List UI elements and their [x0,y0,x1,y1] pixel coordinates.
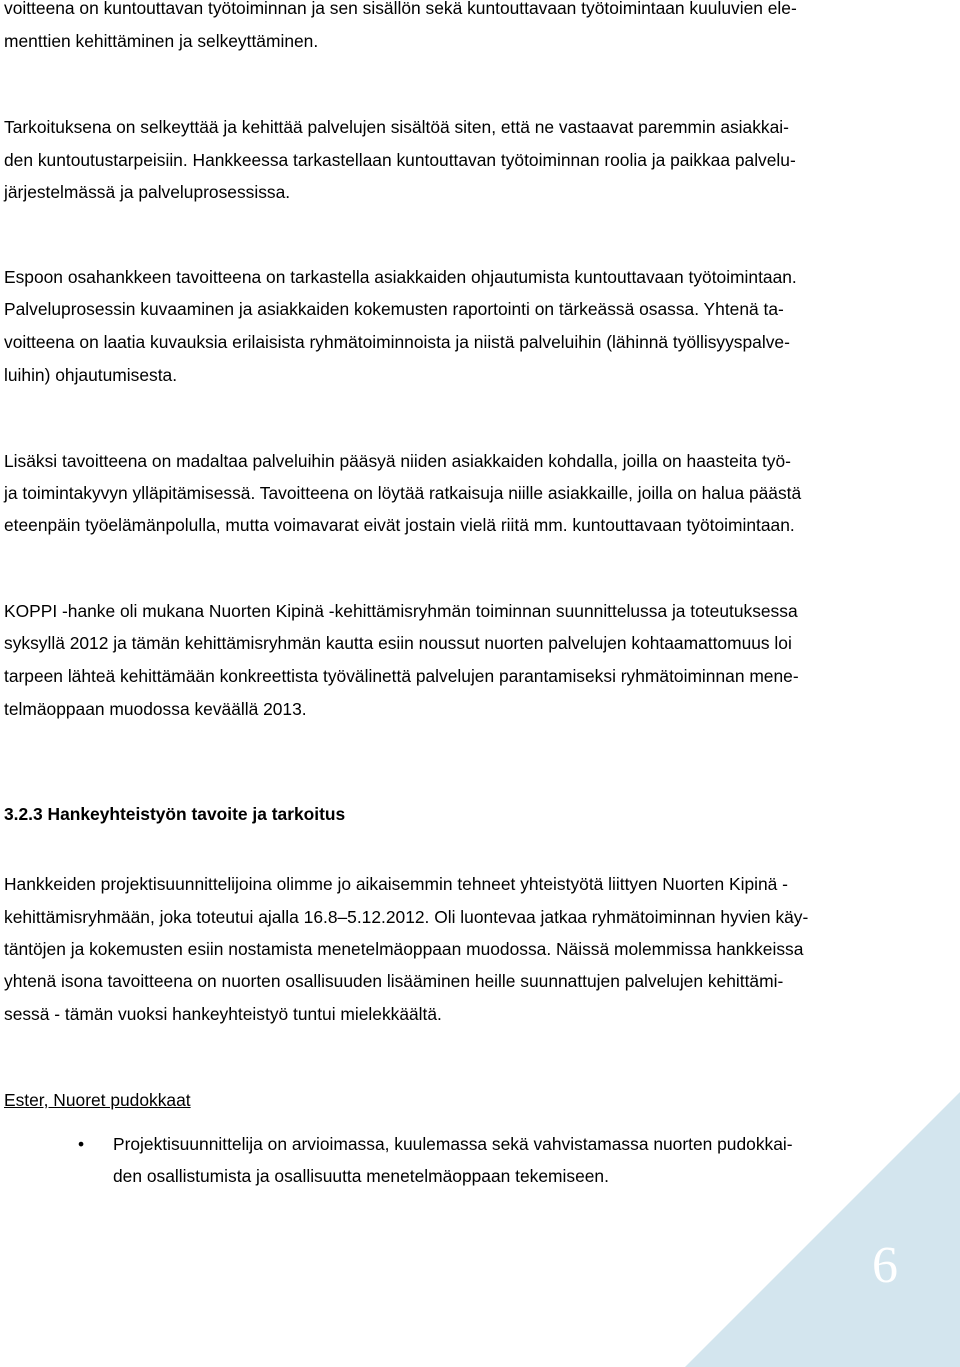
section-paragraph-line-2: kehittämisryhmään, joka toteutui ajalla 16.8–5.12.2012. Oli luontevaa jatkaa ryhmätoiminnan hyvien käy- [4,907,809,927]
paragraph-1-line-1: voitteena on kuntouttavan työtoiminnan ja sen sisällön sekä kuntouttavaan työtoimintaan kuuluvien ele- [4,0,797,18]
paragraph-2-line-1: Tarkoituksena on selkeyttää ja kehittää palvelujen sisältöä siten, että ne vastaavat paremmin asiakkai- [4,117,789,137]
section-paragraph-line-1: Hankkeiden projektisuunnittelijoina olimme jo aikaisemmin tehneet yhteistyötä liittyen Nuorten Kipinä - [4,874,788,894]
section-paragraph-line-5: sessä - tämän vuoksi hankeyhteistyö tuntui mielekkäältä. [4,1004,442,1024]
paragraph-4-line-2: ja toimintakyvyn ylläpitämisessä. Tavoitteena on löytää ratkaisuja niille asiakkaille, joilla on halua päästä [4,483,802,503]
corner-decoration [685,1092,960,1367]
section-paragraph-line-4: yhtenä isona tavoitteena on nuorten osallisuuden lisääminen heille suunnattujen palvelujen kehittämi- [4,971,784,991]
paragraph-5-line-3: tarpeen lähteä kehittämään konkreettista työvälinettä palvelujen parantamiseksi ryhmätoiminnan mene- [4,666,799,686]
section-paragraph-line-3: täntöjen ja kokemusten esiin nostamista menetelmäoppaan muodossa. Näissä molemmissa hankkeissa [4,939,804,959]
paragraph-2-line-2: den kuntoutustarpeisiin. Hankkeessa tarkastellaan kuntouttavan työtoiminnan roolia ja paikkaa palvelu- [4,150,796,170]
paragraph-2-line-3: järjestelmässä ja palveluprosessissa. [4,182,291,202]
paragraph-3-line-2: Palveluprosessin kuvaaminen ja asiakkaiden kokemusten raportointi on tärkeässä osassa. Yhtenä ta- [4,299,784,319]
subsection-title: Ester, Nuoret pudokkaat [4,1090,191,1110]
page-number: 6 [872,1237,898,1294]
paragraph-3-line-3: voitteena on laatia kuvauksia erilaisista ryhmätoiminnoista ja niistä palveluihin (lähinnä työllisyyspalve- [4,332,790,352]
paragraph-4-line-1: Lisäksi tavoitteena on madaltaa palveluihin pääsyä niiden asiakkaiden kohdalla, joilla on haasteita työ- [4,451,791,471]
paragraph-5-line-2: syksyllä 2012 ja tämän kehittämisryhmän kautta esiin noussut nuorten palvelujen kohtaamattomuus loi [4,633,792,653]
paragraph-3-line-4: luihin) ohjautumisesta. [4,365,178,385]
bullet-item-line-1: Projektisuunnittelija on arvioimassa, kuulemassa sekä vahvistamassa nuorten pudokkai- [113,1134,793,1154]
bullet-item-line-2: den osallistumista ja osallisuutta menetelmäoppaan tekemiseen. [113,1166,609,1186]
paragraph-1-line-2: menttien kehittäminen ja selkeyttäminen. [4,31,319,51]
paragraph-3-line-1: Espoon osahankkeen tavoitteena on tarkastella asiakkaiden ohjautumista kuntouttavaan työtoimintaan. [4,267,797,287]
section-heading: 3.2.3 Hankeyhteistyön tavoite ja tarkoitus [4,804,346,824]
paragraph-5-line-1: KOPPI -hanke oli mukana Nuorten Kipinä -kehittämisryhmän toiminnan suunnittelussa ja toteutuksessa [4,601,798,621]
paragraph-5-line-4: telmäoppaan muodossa keväällä 2013. [4,699,307,719]
paragraph-4-line-3: eteenpäin työelämänpolulla, mutta voimavarat eivät jostain vielä riitä mm. kuntouttavaan työtoimintaan. [4,515,795,535]
bullet-marker: • [78,1134,85,1154]
